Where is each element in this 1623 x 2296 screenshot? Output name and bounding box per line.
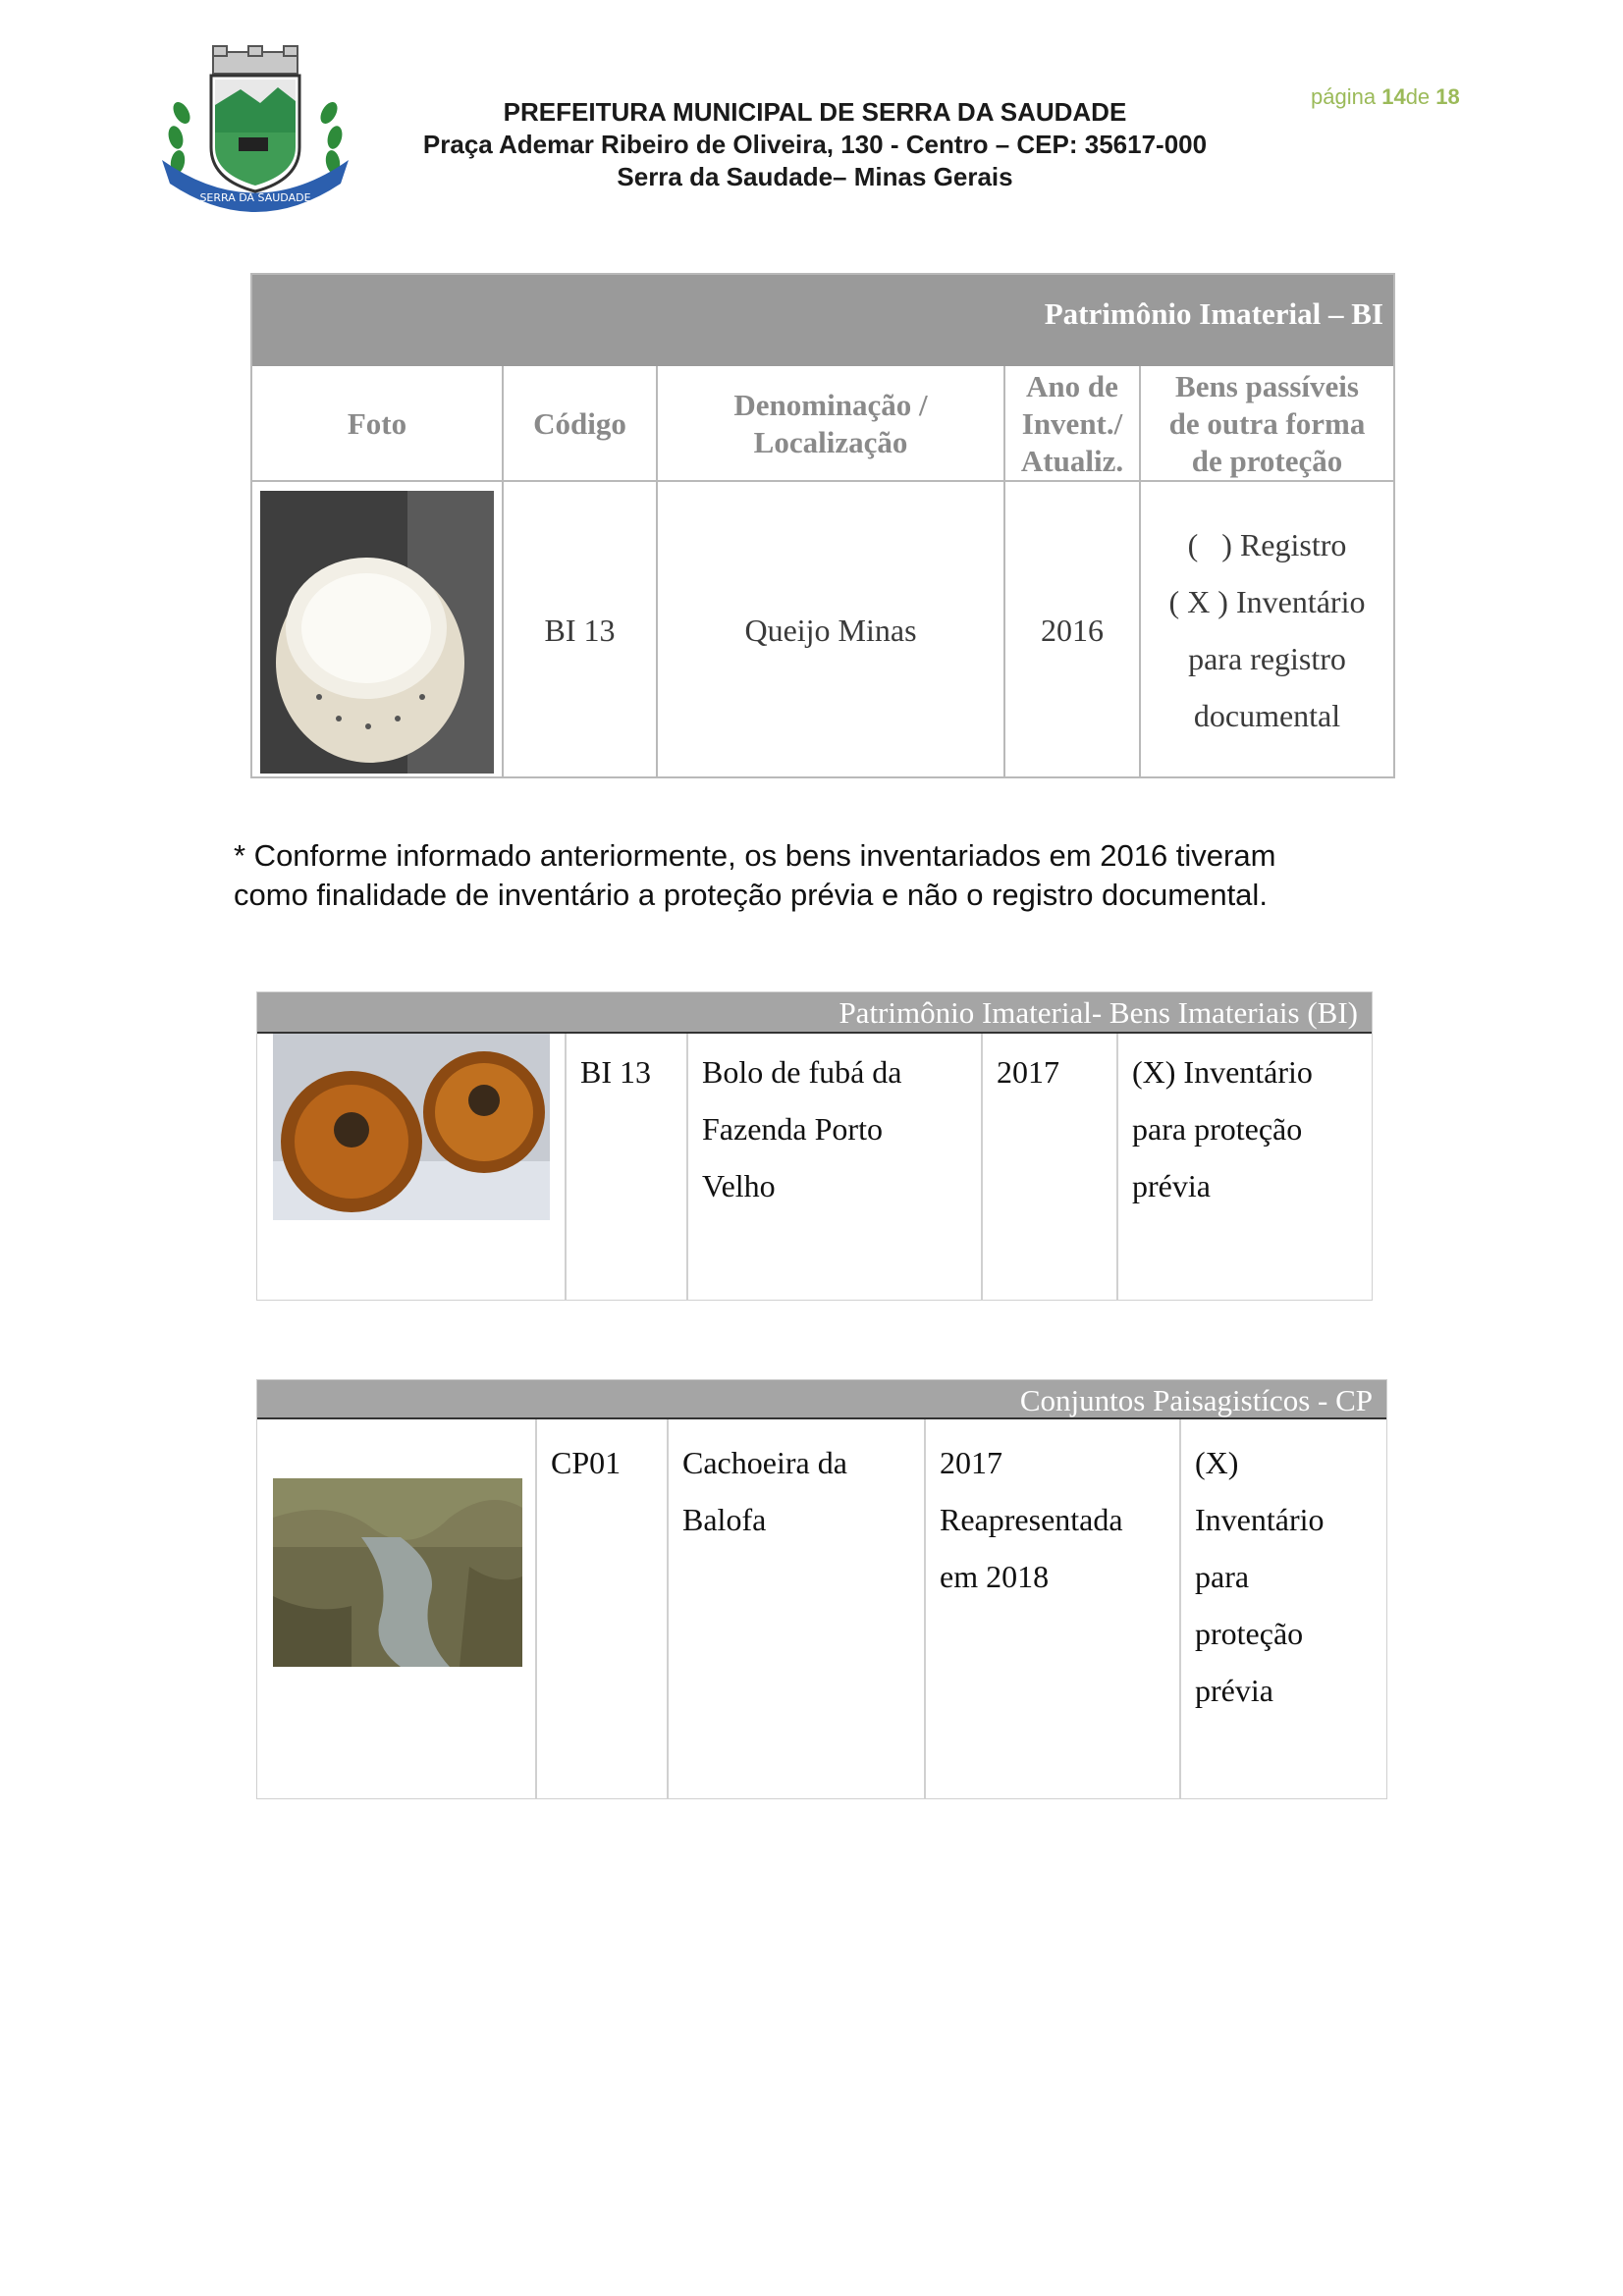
header-block	[373, 96, 1257, 193]
protecao-line: documental	[1193, 698, 1341, 733]
column-divider	[1179, 1419, 1181, 1798]
ano-cell: 2017	[997, 1054, 1059, 1090]
protecao-line: prévia	[1132, 1168, 1211, 1203]
protecao-cell	[1141, 482, 1393, 778]
header-line: Denominação /	[733, 388, 928, 422]
queijo-photo	[260, 491, 494, 774]
header-line: de proteção	[1191, 444, 1343, 478]
table-title-band	[257, 1380, 1386, 1419]
municipal-coat-of-arms-logo	[152, 44, 358, 221]
protecao-line: prévia	[1195, 1673, 1273, 1708]
header-line: Ano de	[1026, 369, 1118, 403]
ano-cell	[940, 1434, 1123, 1605]
codigo-cell: CP01	[551, 1445, 622, 1480]
codigo-cell: BI 13	[544, 612, 616, 648]
protecao-line: ( X ) Inventário	[1168, 584, 1366, 619]
column-divider	[1116, 1034, 1118, 1300]
denominacao-line: Balofa	[682, 1502, 767, 1537]
header-line: Bens passíveis	[1175, 369, 1359, 403]
column-divider	[667, 1419, 669, 1798]
column-divider	[535, 1419, 537, 1798]
header-line: Atualiz.	[1020, 444, 1124, 478]
conjuntos-paisagisticos-table	[256, 1379, 1387, 1799]
bens-imateriais-table	[256, 991, 1373, 1301]
col-header-foto: Foto	[347, 406, 407, 441]
logo-ribbon-text: SERRA DA SAUDADE	[199, 191, 311, 204]
immaterial-heritage-table	[250, 273, 1395, 778]
header-line: Localização	[753, 425, 908, 459]
bolo-photo	[273, 1034, 550, 1220]
protecao-line: (X) Inventário	[1132, 1054, 1313, 1090]
header-address: Praça Ademar Ribeiro de Oliveira, 130 - Centro – CEP: 35617-000	[422, 130, 1208, 159]
col-header-denominacao	[658, 366, 1003, 482]
table-title: Patrimônio Imaterial- Bens Imateriais (BI)	[839, 995, 1358, 1030]
table-title-band	[252, 275, 1393, 366]
column-divider	[924, 1419, 926, 1798]
protecao-line: Inventário	[1195, 1502, 1325, 1537]
table-title-band	[257, 992, 1372, 1034]
denominacao-line: Bolo de fubá da	[702, 1054, 902, 1090]
header-line: de outra forma	[1168, 406, 1366, 441]
column-divider	[686, 1034, 688, 1300]
header-title: PREFEITURA MUNICIPAL DE SERRA DA SAUDADE	[503, 97, 1127, 127]
footnote-line: como finalidade de inventário a proteção prévia e não o registro documental.	[234, 878, 1268, 912]
column-divider	[981, 1034, 983, 1300]
ano-line: em 2018	[940, 1559, 1050, 1594]
ano-line: 2017	[940, 1445, 1002, 1480]
page-number	[1311, 84, 1460, 110]
page-total: 18	[1435, 84, 1460, 109]
header-line: Invent./	[1021, 406, 1123, 441]
codigo-cell: BI 13	[580, 1054, 651, 1090]
protecao-line: para registro	[1188, 641, 1346, 676]
protecao-line: para proteção	[1132, 1111, 1303, 1147]
ano-line: Reapresentada	[940, 1502, 1123, 1537]
col-header-ano	[1005, 366, 1139, 482]
table-title: Conjuntos Paisagistícos - CP	[1019, 1383, 1373, 1417]
denominacao-cell: Queijo Minas	[744, 612, 917, 648]
page-of-label: de	[1405, 84, 1431, 109]
cachoeira-photo	[273, 1478, 522, 1667]
protecao-line: proteção	[1195, 1616, 1304, 1651]
header-city-state: Serra da Saudade– Minas Gerais	[617, 162, 1013, 191]
page-current: 14	[1381, 84, 1406, 109]
page-label: página	[1311, 84, 1377, 109]
table-title: Patrimônio Imaterial – BI	[1044, 296, 1383, 331]
ano-cell: 2016	[1041, 612, 1104, 648]
denominacao-line: Velho	[702, 1168, 776, 1203]
protecao-line: (X)	[1195, 1445, 1239, 1480]
col-header-bens	[1141, 366, 1393, 482]
denominacao-line: Fazenda Porto	[702, 1111, 883, 1147]
protecao-line: ( ) Registro	[1187, 527, 1347, 562]
column-divider	[565, 1034, 567, 1300]
footnote	[234, 836, 1392, 915]
protecao-line: para	[1195, 1559, 1250, 1594]
denominacao-cell	[682, 1434, 847, 1548]
footnote-line: * Conforme informado anteriormente, os bens inventariados em 2016 tiveram	[234, 838, 1276, 873]
protecao-cell	[1132, 1043, 1313, 1214]
denominacao-cell	[702, 1043, 902, 1214]
protecao-cell	[1195, 1434, 1325, 1719]
col-header-codigo: Código	[533, 406, 626, 441]
denominacao-line: Cachoeira da	[682, 1445, 847, 1480]
